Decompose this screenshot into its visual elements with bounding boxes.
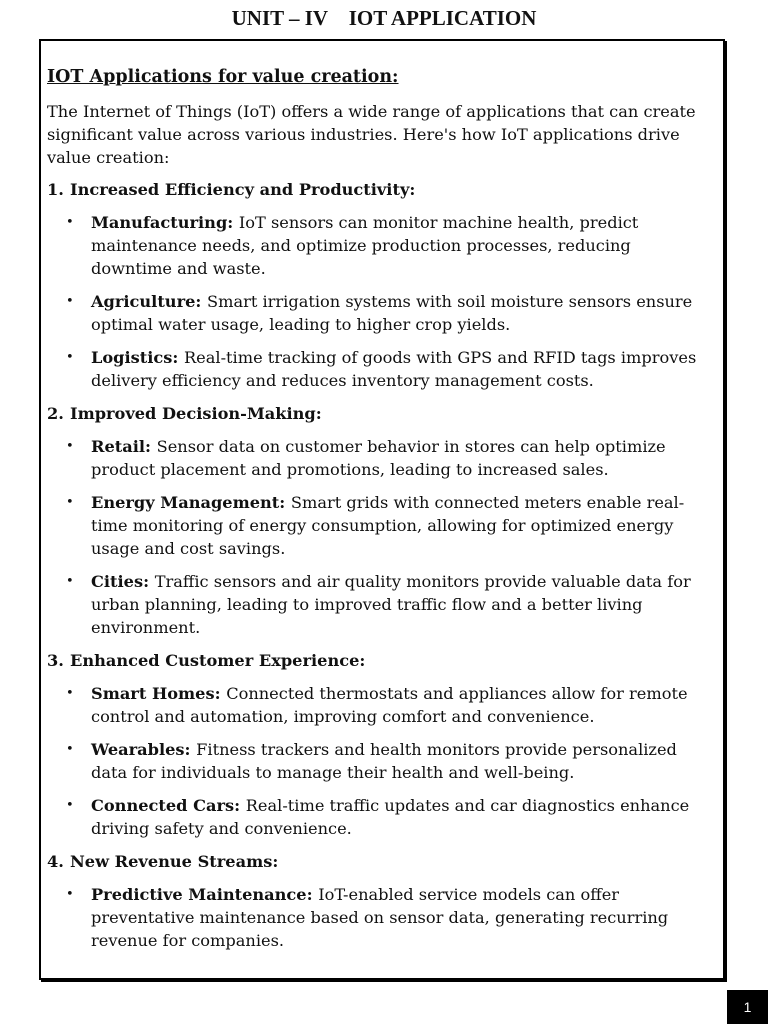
bullet-icon: • bbox=[66, 215, 74, 230]
section-number: 3. bbox=[47, 651, 64, 670]
section-number: 2. bbox=[47, 404, 64, 423]
bullet-icon: • bbox=[66, 686, 74, 701]
list-item bbox=[47, 738, 711, 784]
bullet-icon: • bbox=[66, 439, 74, 454]
item-text: Sensor data on customer behavior in stores can help optimize product placement and promotions, leading to increased sales. bbox=[91, 437, 666, 479]
item-label: Smart Homes: bbox=[91, 684, 227, 703]
item-label: Connected Cars: bbox=[91, 796, 246, 815]
page-heading: IOT Applications for value creation: bbox=[47, 67, 399, 87]
bullet-icon: • bbox=[66, 495, 74, 510]
section-title bbox=[47, 178, 711, 201]
list-item bbox=[47, 794, 711, 840]
bullet-list bbox=[47, 435, 711, 639]
section-title-text: Improved Decision-Making: bbox=[70, 404, 322, 423]
item-text: IoT-enabled service models can offer preventative maintenance based on sensor data, generating recurring revenue for companies. bbox=[91, 885, 669, 950]
bullet-icon: • bbox=[66, 574, 74, 589]
list-item bbox=[47, 290, 711, 336]
section-number: 1. bbox=[47, 180, 64, 199]
list-item bbox=[47, 883, 711, 952]
bullet-icon: • bbox=[66, 887, 74, 902]
document-body bbox=[47, 65, 711, 962]
section-1 bbox=[47, 178, 711, 392]
item-text: Connected thermostats and appliances allow for remote control and automation, improving comfort and convenience. bbox=[91, 684, 688, 726]
item-text: IoT sensors can monitor machine health, predict maintenance needs, and optimize production processes, reducing downtime and waste. bbox=[91, 213, 639, 278]
bullet-icon: • bbox=[66, 350, 74, 365]
section-title bbox=[47, 649, 711, 672]
item-text: Real-time traffic updates and car diagnostics enhance driving safety and convenience. bbox=[91, 796, 690, 838]
item-text: Real-time tracking of goods with GPS and RFID tags improves delivery efficiency and reduces inventory management costs. bbox=[91, 348, 697, 390]
section-title-text: Enhanced Customer Experience: bbox=[70, 651, 366, 670]
item-text: Smart irrigation systems with soil moisture sensors ensure optimal water usage, leading to higher crop yields. bbox=[91, 292, 693, 334]
item-label: Logistics: bbox=[91, 348, 184, 367]
list-item bbox=[47, 491, 711, 560]
bullet-icon: • bbox=[66, 294, 74, 309]
item-label: Energy Management: bbox=[91, 493, 291, 512]
bullet-list bbox=[47, 682, 711, 840]
content-frame bbox=[39, 39, 725, 980]
list-item bbox=[47, 346, 711, 392]
section-4 bbox=[47, 850, 711, 952]
section-title bbox=[47, 402, 711, 425]
item-label: Predictive Maintenance: bbox=[91, 885, 319, 904]
section-title bbox=[47, 850, 711, 873]
item-text: Fitness trackers and health monitors provide personalized data for individuals to manage their health and well-being. bbox=[91, 740, 677, 782]
item-text: Smart grids with connected meters enable real-time monitoring of energy consumption, allowing for optimized energy usage and cost savings. bbox=[91, 493, 685, 558]
list-item bbox=[47, 435, 711, 481]
item-label: Cities: bbox=[91, 572, 155, 591]
item-text: Traffic sensors and air quality monitors provide valuable data for urban planning, leading to improved traffic flow and a better living environment. bbox=[91, 572, 691, 637]
section-title-text: Increased Efficiency and Productivity: bbox=[70, 180, 416, 199]
item-label: Manufacturing: bbox=[91, 213, 239, 232]
section-2 bbox=[47, 402, 711, 639]
item-label: Retail: bbox=[91, 437, 157, 456]
list-item bbox=[47, 211, 711, 280]
page-number: 1 bbox=[727, 990, 768, 1024]
unit-title: UNIT – IV IOT APPLICATION bbox=[231, 6, 537, 30]
bullet-icon: • bbox=[66, 798, 74, 813]
bullet-list bbox=[47, 883, 711, 952]
item-label: Agriculture: bbox=[91, 292, 208, 311]
section-number: 4. bbox=[47, 852, 64, 871]
list-item bbox=[47, 682, 711, 728]
item-label: Wearables: bbox=[91, 740, 197, 759]
bullet-list bbox=[47, 211, 711, 392]
list-item bbox=[47, 570, 711, 639]
section-3 bbox=[47, 649, 711, 840]
bullet-icon: • bbox=[66, 742, 74, 757]
intro-paragraph: The Internet of Things (IoT) offers a wide range of applications that can create significant value across various industries. Here's how IoT applications drive value creation: bbox=[47, 102, 696, 167]
section-title-text: New Revenue Streams: bbox=[70, 852, 279, 871]
